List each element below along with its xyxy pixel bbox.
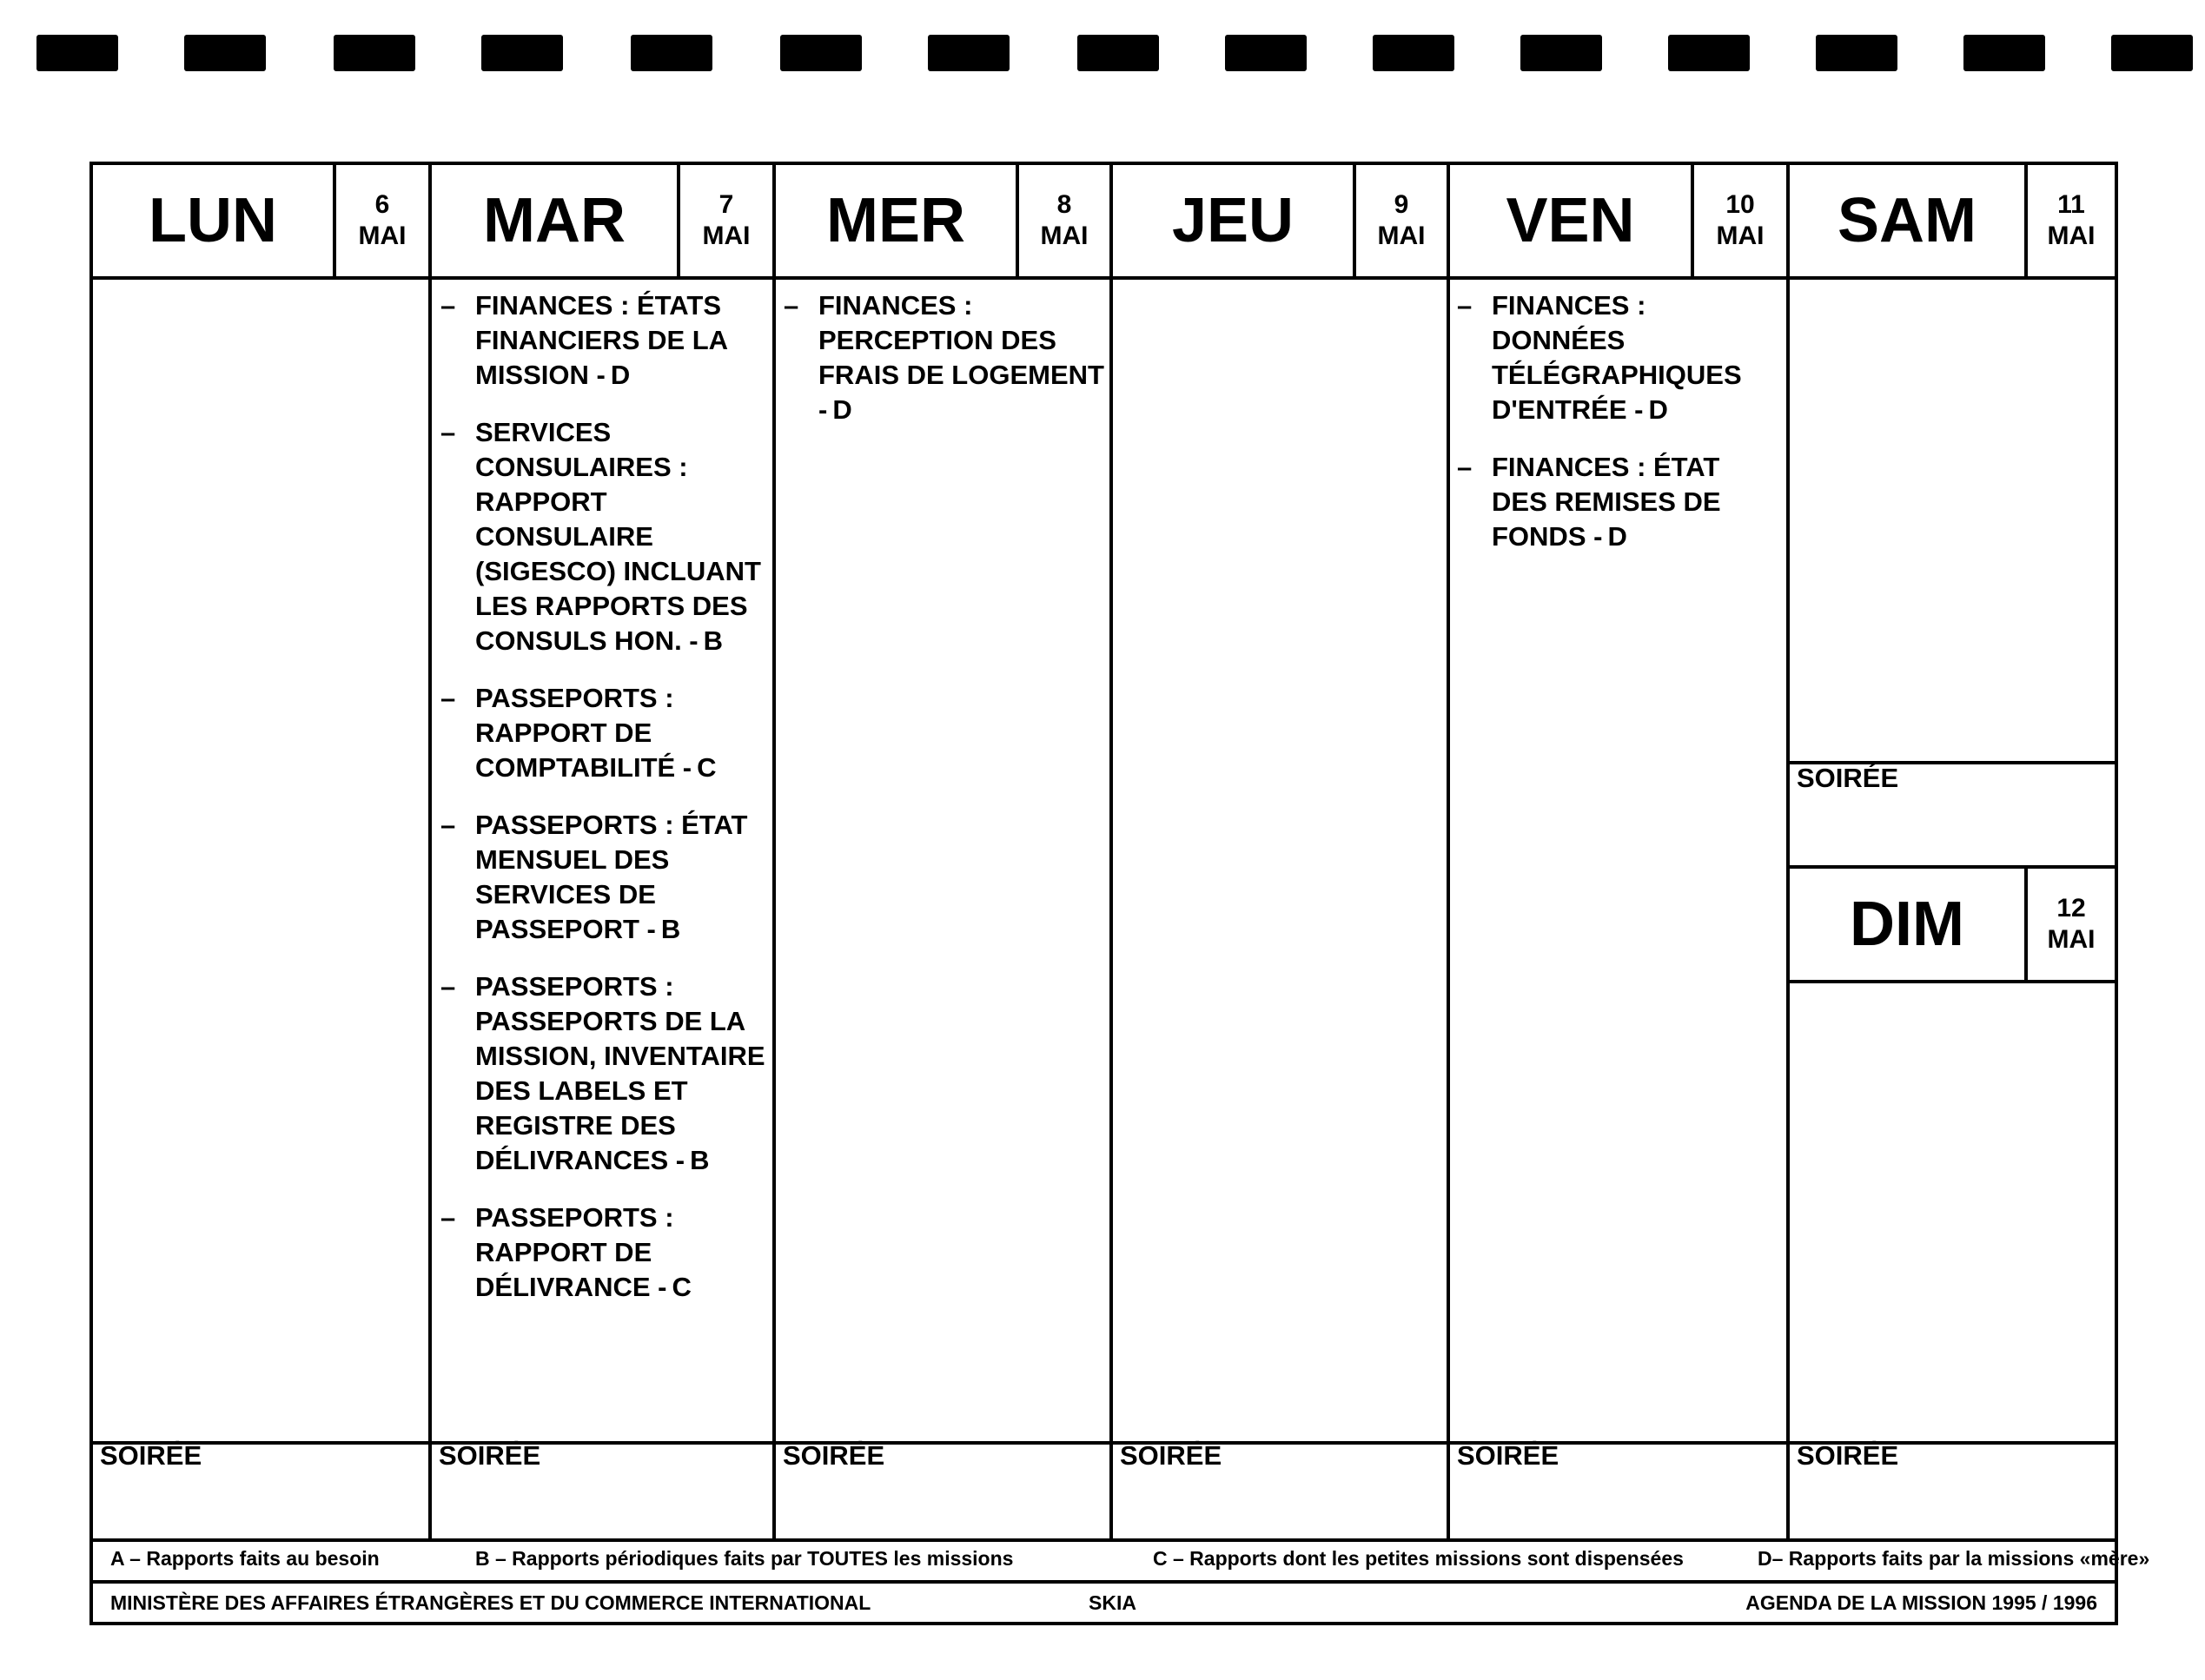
binder-hole (1077, 35, 1159, 71)
task-item: – PASSEPORTS : PASSEPORTS DE LA MISSION, INVENTAIRE DES LABELS ET REGISTRE DES DÉLIVRANCES - B (440, 971, 765, 1175)
binder-hole (1963, 35, 2045, 71)
day-header-lun (93, 165, 428, 276)
footer-title: AGENDA DE LA MISSION 1995 / 1996 (1745, 1591, 2097, 1614)
divider (428, 165, 432, 1542)
task-item: – FINANCES : DONNÉES TÉLÉGRAPHIQUES D'ENTRÉE - D (1457, 290, 1742, 425)
evening-label: SOIRÉE (783, 1440, 885, 1471)
task-text: PASSEPORTS : ÉTAT MENSUEL DES SERVICES DE PASSEPORT - (475, 810, 748, 944)
task-text: FINANCES : ÉTAT DES REMISES DE FONDS - (1492, 452, 1721, 552)
task-item: – SERVICES CONSULAIRES : RAPPORT CONSULAIRE (SIGESCO) INCLUANT LES RAPPORTS DES CONSULS HON. - B (440, 417, 761, 656)
binder-hole (2111, 35, 2193, 71)
day-month: MAI (358, 222, 407, 250)
binder-hole (184, 35, 266, 71)
divider (1786, 165, 1790, 1542)
day-number: 8 (1056, 190, 1072, 219)
task-text: FINANCES : PERCEPTION DES FRAIS DE LOGEMENT - (818, 290, 1104, 425)
day-header-dim (1790, 869, 2115, 980)
task-code: B (690, 1145, 710, 1175)
task-item: – FINANCES : ÉTAT DES REMISES DE FONDS - D (1457, 452, 1721, 552)
day-date (1691, 165, 1786, 276)
task-list-mar (440, 288, 771, 1327)
task-item: – PASSEPORTS : ÉTAT MENSUEL DES SERVICES DE PASSEPORT - B (440, 810, 748, 944)
binder-hole (1225, 35, 1307, 71)
evening-label: SOIRÉE (100, 1440, 202, 1471)
day-month: MAI (1377, 222, 1426, 250)
task-code: D (610, 360, 631, 390)
day-number: 10 (1725, 190, 1755, 219)
footer-code: SKIA (1089, 1591, 1136, 1614)
day-header-jeu (1113, 165, 1447, 276)
task-text: PASSEPORTS : RAPPORT DE COMPTABILITÉ - (475, 683, 692, 783)
divider (1109, 165, 1113, 1542)
binder-hole (1816, 35, 1897, 71)
task-text: PASSEPORTS : RAPPORT DE DÉLIVRANCE - (475, 1202, 674, 1302)
task-text: PASSEPORTS : PASSEPORTS DE LA MISSION, INVENTAIRE DES LABELS ET REGISTRE DES DÉLIVRANCES - (475, 971, 765, 1175)
binder-hole (631, 35, 712, 71)
task-item: – PASSEPORTS : RAPPORT DE DÉLIVRANCE - C (440, 1202, 692, 1302)
day-date (2024, 165, 2115, 276)
dim-header-bottom-rule (1786, 980, 2115, 983)
day-name: MER (826, 186, 965, 255)
divider (1447, 165, 1450, 1542)
evening-label: SOIRÉE (1457, 1440, 1559, 1471)
day-number: 9 (1394, 190, 1409, 219)
task-code: D (1648, 394, 1668, 425)
binder-hole (780, 35, 862, 71)
day-header-sam (1790, 165, 2115, 276)
agenda-sheet (89, 162, 2150, 1625)
divider (772, 165, 776, 1542)
day-number: 7 (718, 190, 734, 219)
day-month: MAI (2047, 222, 2096, 250)
day-name: DIM (1850, 890, 1964, 959)
legend (93, 1542, 2150, 1580)
day-month: MAI (2047, 925, 2096, 954)
evening-label: SOIRÉE (1797, 763, 1899, 793)
task-code: D (832, 394, 852, 425)
day-header-mer (776, 165, 1109, 276)
task-code: C (697, 752, 717, 783)
day-number: 6 (374, 190, 390, 219)
task-code: C (672, 1272, 692, 1302)
binder-hole (1520, 35, 1602, 71)
day-date (333, 165, 428, 276)
task-item: – FINANCES : PERCEPTION DES FRAIS DE LOGEMENT - D (784, 290, 1104, 425)
day-date (677, 165, 772, 276)
task-text: SERVICES CONSULAIRES : RAPPORT CONSULAIRE (SIGESCO) INCLUANT LES RAPPORTS DES CONSULS HON. - (475, 417, 761, 656)
task-code: B (703, 625, 724, 656)
evening-label: SOIRÉE (1120, 1440, 1222, 1471)
binder-hole (928, 35, 1010, 71)
binder-hole (1373, 35, 1454, 71)
day-name: MAR (483, 186, 626, 255)
day-number: 12 (2056, 894, 2086, 923)
task-code: D (1607, 521, 1627, 552)
day-month: MAI (1716, 222, 1765, 250)
day-month: MAI (1040, 222, 1089, 250)
header-rule (93, 276, 2115, 280)
day-name: JEU (1171, 186, 1295, 255)
footer (93, 1584, 2115, 1622)
binder-holes (0, 35, 2205, 75)
day-name: VEN (1506, 186, 1635, 255)
day-month: MAI (702, 222, 751, 250)
day-header-mar (432, 165, 772, 276)
footer-ministry: MINISTÈRE DES AFFAIRES ÉTRANGÈRES ET DU COMMERCE INTERNATIONAL (110, 1591, 871, 1614)
task-text: FINANCES : ÉTATS FINANCIERS DE LA MISSION - (475, 290, 727, 390)
day-date (2024, 869, 2115, 980)
binder-hole (334, 35, 415, 71)
evening-label: SOIRÉE (1797, 1440, 1899, 1471)
day-date (1353, 165, 1447, 276)
binder-hole (36, 35, 118, 71)
day-name: SAM (1838, 186, 1977, 255)
binder-hole (1668, 35, 1750, 71)
legend-d: D– Rapports faits par la missions «mère» (1758, 1547, 2150, 1570)
task-item: – PASSEPORTS : RAPPORT DE COMPTABILITÉ - C (440, 683, 717, 783)
evening-label: SOIRÉE (439, 1440, 541, 1471)
legend-c: C – Rapports dont les petites missions sont dispensées (1153, 1547, 1684, 1570)
day-number: 11 (2057, 190, 2085, 219)
legend-a: A – Rapports faits au besoin (110, 1547, 380, 1570)
day-date (1016, 165, 1109, 276)
task-code: B (660, 914, 681, 944)
day-header-ven (1450, 165, 1786, 276)
binder-hole (481, 35, 563, 71)
day-name: LUN (149, 186, 277, 255)
legend-b: B – Rapports périodiques faits par TOUTES les missions (475, 1547, 1014, 1570)
task-list-mer (784, 288, 1105, 450)
task-item: – FINANCES : ÉTATS FINANCIERS DE LA MISSION - D (440, 290, 727, 390)
task-list-ven (1457, 288, 1780, 577)
task-text: FINANCES : DONNÉES TÉLÉGRAPHIQUES D'ENTRÉE - (1492, 290, 1742, 425)
